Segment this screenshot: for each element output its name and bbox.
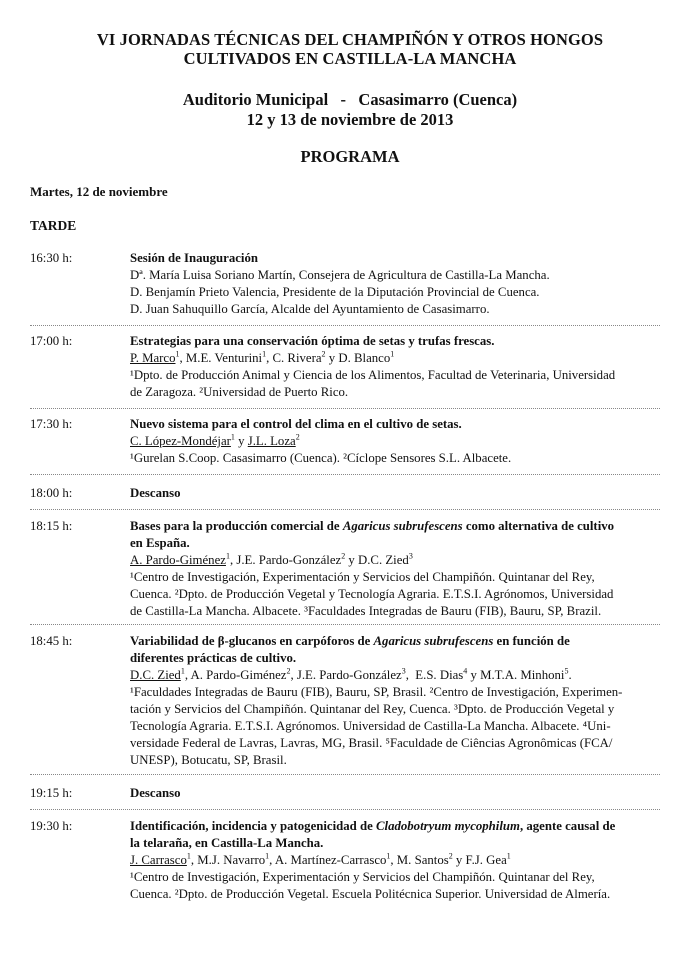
entry-body — [130, 250, 660, 318]
species-name: Agaricus subrufescens — [342, 519, 463, 533]
affiliation-mark: 1 — [262, 349, 267, 359]
author: , C. Rivera — [266, 351, 322, 365]
author: y F.J. Gea — [452, 853, 507, 867]
affiliation-mark: 1 — [390, 349, 395, 359]
entry-time: 18:15 h: — [30, 519, 73, 533]
divider — [30, 325, 660, 326]
affiliation-mark: 4 — [463, 666, 468, 676]
entry-line: UNESP), Botucatu, SP, Brasil. — [130, 753, 287, 767]
affiliation-mark: 2 — [341, 551, 346, 561]
event-title-line1: VI JORNADAS TÉCNICAS DEL CHAMPIÑÓN Y OTROS HONGOS — [96, 30, 604, 49]
affiliation-mark: 1 — [230, 432, 235, 442]
presenting-author: D.C. Zied — [130, 668, 181, 682]
entry-body — [130, 416, 660, 467]
entry-line: Dª. María Luisa Soriano Martín, Consejera de Agricultura de Castilla-La Mancha. — [130, 268, 550, 282]
affiliation-mark: 1 — [506, 851, 511, 861]
divider — [30, 509, 660, 510]
venue: Auditorio Municipal - Casasimarro (Cuenca) — [182, 90, 518, 109]
entry-time: 17:30 h: — [30, 417, 73, 431]
affiliation-mark: 2 — [321, 349, 326, 359]
title-text: en función de — [493, 634, 570, 648]
entry-title: Descanso — [130, 486, 181, 500]
divider — [30, 624, 660, 625]
entry-line: ¹Faculdades Integradas de Bauru (FIB), Bauru, SP, Brasil. ²Centro de Investigación, Experimen- — [130, 685, 623, 699]
entry-line: Tecnología Agraria. E.T.S.I. Agrónomos. Universidad de Castilla-La Mancha. Albacete. ⁴Uni- — [130, 719, 611, 733]
author: , A. Pardo-Giménez — [184, 668, 287, 682]
entry-line: ¹Centro de Investigación, Experimentación y Servicios del Champiñón. Quintanar del Rey, — [130, 870, 595, 884]
species-name: Cladobotryum mycophilum — [376, 819, 520, 833]
divider — [30, 774, 660, 775]
entry-line: tación y Servicios del Champiñón. Quintanar del Rey, Cuenca. ³Dpto. de Producción Vegetal y — [130, 702, 615, 716]
author-separator: y — [234, 434, 248, 448]
author: , J.E. Pardo-González — [229, 553, 342, 567]
author-end: . — [568, 668, 572, 682]
entry-line: de Zaragoza. ²Universidad de Puerto Rico. — [130, 385, 349, 399]
affiliation-mark: 1 — [180, 666, 185, 676]
affiliation-mark: 1 — [186, 851, 191, 861]
entry-title: Sesión de Inauguración — [130, 251, 259, 265]
entry-title-cont: la telaraña, en Castilla-La Mancha. — [130, 836, 324, 850]
title-text: , agente causal de — [519, 819, 616, 833]
entry-authors — [130, 852, 660, 869]
entry-line: D. Benjamín Prieto Valencia, Presidente de la Diputación Provincial de Cuenca. — [130, 285, 540, 299]
presenting-author: J.L. Loza — [247, 434, 296, 448]
entry-line: ¹Centro de Investigación, Experimentación y Servicios del Champiñón. Quintanar del Rey, — [130, 570, 595, 584]
author: y M.T.A. Minhoni — [467, 668, 565, 682]
affiliation-mark: 2 — [286, 666, 291, 676]
entry-line: ¹Dpto. de Producción Animal y Ciencia de los Alimentos, Facultad de Veterinaria, Universidad — [130, 368, 616, 382]
entry-body — [130, 785, 660, 802]
species-name: Agaricus subrufescens — [373, 634, 494, 648]
entry-time: 16:30 h: — [30, 251, 73, 265]
entry-body — [130, 333, 660, 401]
affiliation-mark: 5 — [564, 666, 569, 676]
entry-title: Nuevo sistema para el control del clima en el cultivo de setas. — [130, 417, 462, 431]
affiliation-mark: 1 — [265, 851, 270, 861]
event-title — [0, 30, 700, 68]
entry-line: Cuenca. ²Dpto. de Producción Vegetal y Tecnología Agraria. E.T.S.I. Agrónomos, Universidad — [130, 587, 614, 601]
entry-time: 19:30 h: — [30, 819, 73, 833]
divider — [30, 474, 660, 475]
title-text: Identificación, incidencia y patogenicidad de — [130, 819, 376, 833]
entry-title-cont: en España. — [130, 536, 190, 550]
day-heading: Martes, 12 de noviembre — [30, 184, 168, 199]
author: , M.J. Navarro — [190, 853, 266, 867]
venue-block — [0, 90, 700, 130]
entry-line: D. Juan Sahuquillo García, Alcalde del Ayuntamiento de Casasimarro. — [130, 302, 490, 316]
affiliation-mark: 2 — [295, 432, 300, 442]
session-heading: TARDE — [30, 218, 77, 233]
entry-title — [130, 818, 660, 835]
entry-title: Estrategias para una conservación óptima de setas y trufas frescas. — [130, 334, 495, 348]
event-dates: 12 y 13 de noviembre de 2013 — [246, 110, 454, 129]
entry-authors — [130, 552, 660, 569]
presenting-author: J. Carrasco — [130, 853, 187, 867]
entry-time: 17:00 h: — [30, 334, 73, 348]
entry-body — [130, 485, 660, 502]
entry-body — [130, 633, 660, 769]
entry-authors — [130, 433, 660, 450]
author: y D. Blanco — [325, 351, 391, 365]
title-text: Bases para la producción comercial de — [130, 519, 343, 533]
affiliation-mark: 1 — [225, 551, 230, 561]
divider — [30, 809, 660, 810]
author: y D.C. Zied — [345, 553, 409, 567]
affiliation-mark: 1 — [386, 851, 391, 861]
presenting-author: A. Pardo-Giménez — [130, 553, 226, 567]
entry-time: 19:15 h: — [30, 786, 73, 800]
affiliation-mark: 3 — [401, 666, 406, 676]
programa-heading: PROGRAMA — [300, 147, 400, 166]
entry-body — [130, 818, 660, 903]
title-text: Variabilidad de β-glucanos en carpóforos de — [130, 634, 374, 648]
author: , J.E. Pardo-González — [290, 668, 402, 682]
presenting-author: C. López-Mondéjar — [130, 434, 231, 448]
affiliation-mark: 1 — [175, 349, 180, 359]
divider — [30, 408, 660, 409]
entry-line: ¹Gurelan S.Coop. Casasimarro (Cuenca). ²Cíclope Sensores S.L. Albacete. — [130, 451, 512, 465]
affiliation-mark: 3 — [408, 551, 413, 561]
author: , A. Martínez-Carrasco — [269, 853, 387, 867]
entry-authors — [130, 667, 660, 684]
entry-line: versidade Federal de Lavras, Lavras, MG, Brasil. ⁵Faculdade de Ciências Agronômicas (FCA/ — [130, 736, 613, 750]
entry-line: de Castilla-La Mancha. Albacete. ³Faculdades Integradas de Bauru (FIB), Bauru, SP, Brazil. — [130, 604, 602, 618]
entry-authors — [130, 350, 660, 367]
entry-title: Descanso — [130, 786, 181, 800]
entry-title — [130, 518, 660, 535]
author: , M. Santos — [390, 853, 449, 867]
entry-time: 18:45 h: — [30, 634, 73, 648]
title-text: como alternativa de cultivo — [462, 519, 615, 533]
entry-line: Cuenca. ²Dpto. de Producción Vegetal. Escuela Politécnica Superior. Universidad de Almería. — [130, 887, 611, 901]
entry-time: 18:00 h: — [30, 486, 73, 500]
affiliation-mark: 2 — [448, 851, 453, 861]
event-title-line2: CULTIVADOS EN CASTILLA-LA MANCHA — [183, 49, 517, 68]
entry-title-cont: diferentes prácticas de cultivo. — [130, 651, 297, 665]
author: , E.S. Dias — [405, 668, 464, 682]
author: , M.E. Venturini — [179, 351, 263, 365]
entry-title — [130, 633, 660, 650]
entry-body — [130, 518, 660, 620]
presenting-author: P. Marco — [130, 351, 176, 365]
